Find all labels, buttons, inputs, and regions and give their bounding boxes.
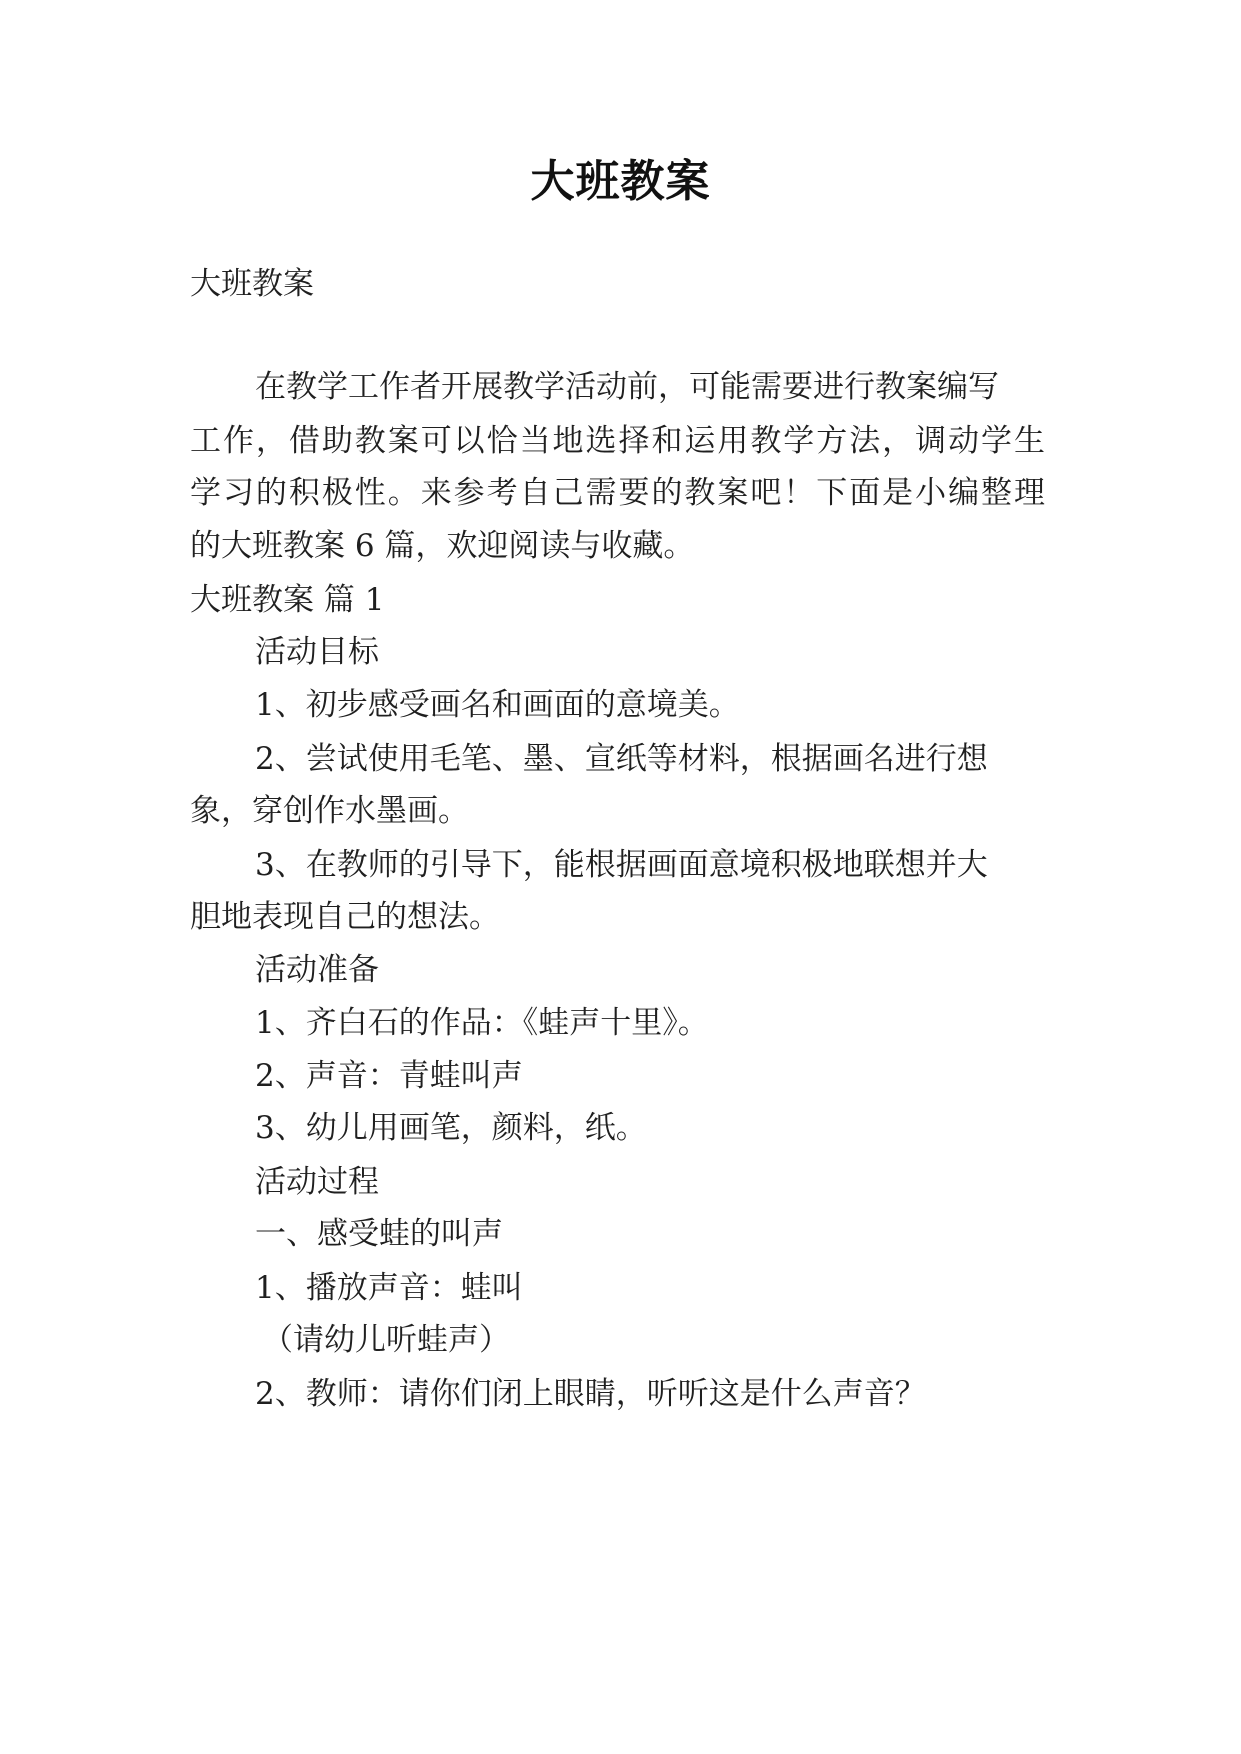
process-step-1: 1、播放声音：蛙叫: [255, 1270, 523, 1306]
objective-item-1: 1、初步感受画名和画面的意境美。: [255, 687, 740, 723]
section-heading: 大班教案 篇 1: [190, 582, 385, 618]
intro-line-4: 的大班教案 6 篇，欢迎阅读与收藏。: [190, 528, 695, 564]
objective-item-2-cont: 象，穿创作水墨画。: [190, 793, 469, 829]
prep-item-1: 1、齐白石的作品：《蛙声十里》。: [255, 1005, 709, 1041]
document-subtitle: 大班教案: [190, 266, 314, 302]
objective-item-3-cont: 胆地表现自己的想法。: [190, 899, 500, 935]
document-title: 大班教案: [530, 156, 711, 207]
intro-line-1: 在教学工作者开展教学活动前，可能需要进行教案编写: [255, 369, 999, 405]
objectives-heading: 活动目标: [255, 634, 379, 670]
prep-heading: 活动准备: [255, 952, 379, 988]
intro-line-2: 工作，借助教案可以恰当地选择和运用教学方法，调动学生: [190, 423, 1045, 459]
process-heading: 活动过程: [255, 1164, 379, 1200]
prep-item-2: 2、声音：青蛙叫声: [255, 1058, 523, 1094]
intro-line-3: 学习的积极性。来参考自己需要的教案吧！下面是小编整理: [190, 475, 1045, 511]
prep-item-3: 3、幼儿用画笔，颜料，纸。: [255, 1110, 647, 1146]
objective-item-3: 3、在教师的引导下，能根据画面意境积极地联想并大: [255, 847, 988, 883]
process-step-2: 2、教师：请你们闭上眼睛，听听这是什么声音？: [255, 1376, 926, 1412]
process-part-1: 一、感受蛙的叫声: [255, 1216, 503, 1252]
objective-item-2: 2、尝试使用毛笔、墨、宣纸等材料，根据画名进行想: [255, 741, 988, 777]
process-note-1: （请幼儿听蛙声）: [262, 1322, 510, 1358]
